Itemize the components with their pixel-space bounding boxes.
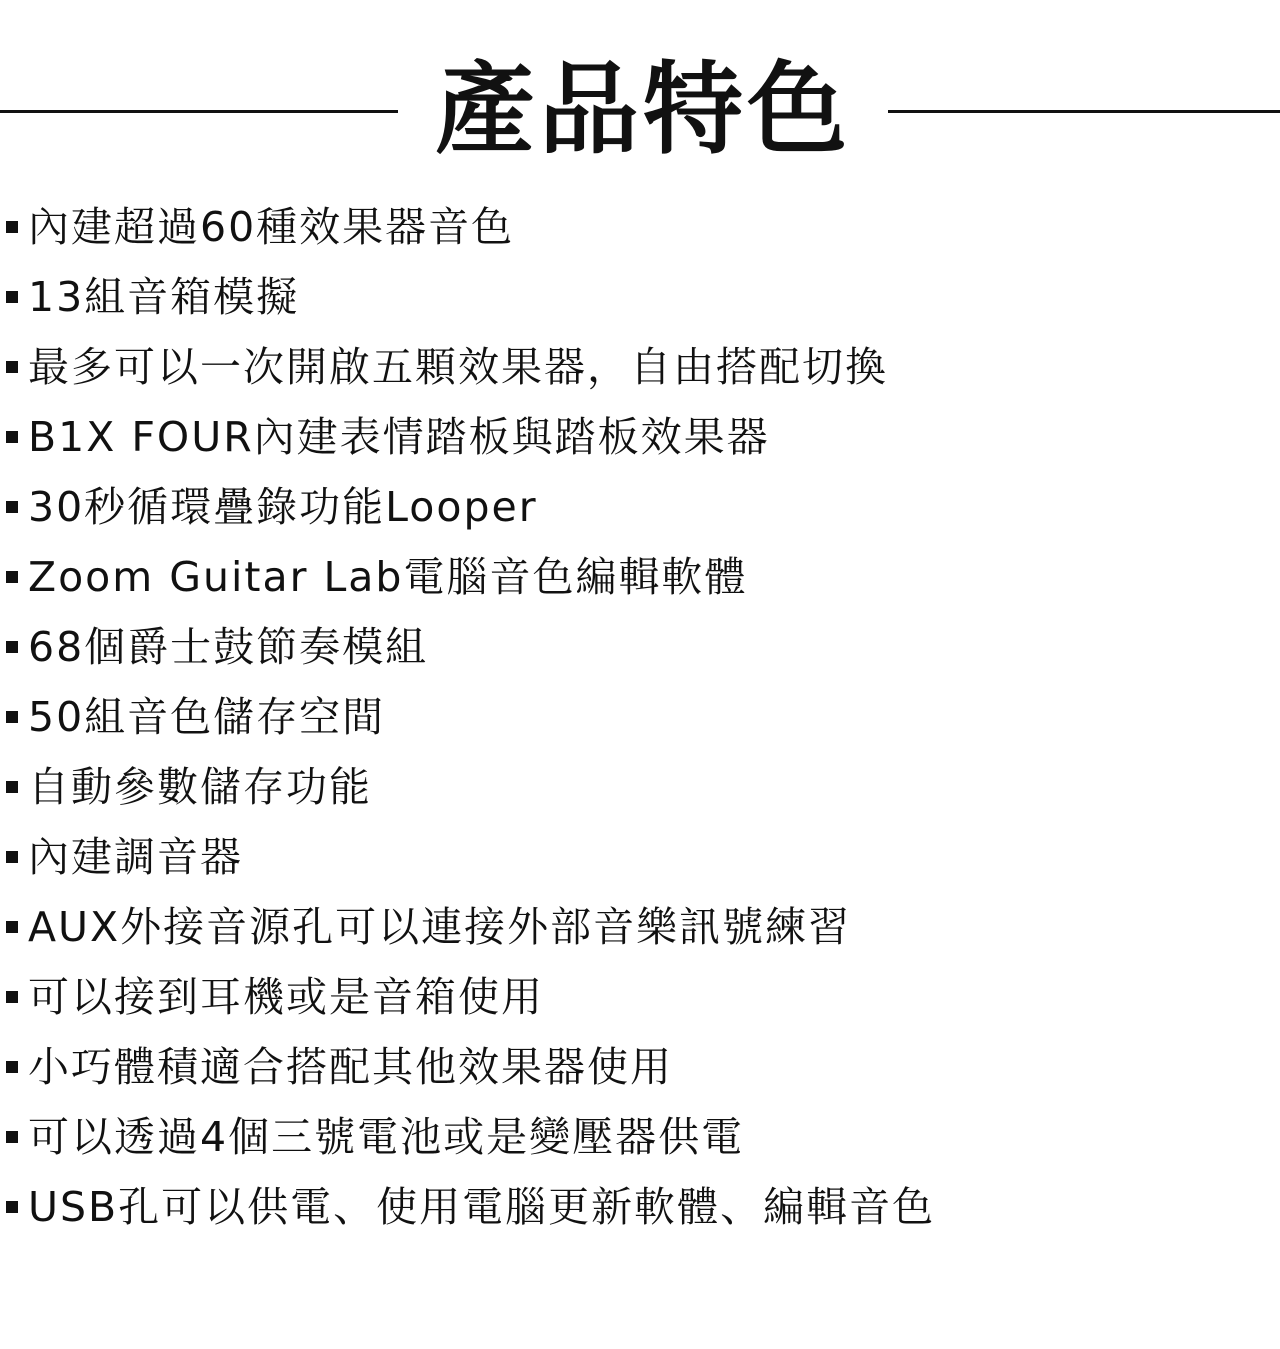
square-bullet-icon bbox=[6, 711, 18, 723]
feature-text: 可以接到耳機或是音箱使用 bbox=[28, 973, 544, 1021]
feature-text: 內建調音器 bbox=[28, 833, 243, 881]
feature-list bbox=[0, 192, 1280, 1242]
feature-text: 最多可以一次開啟五顆效果器，自由搭配切換 bbox=[28, 343, 888, 391]
feature-text: 內建超過60種效果器音色 bbox=[28, 203, 515, 251]
list-item bbox=[0, 1172, 1280, 1242]
list-item bbox=[0, 332, 1280, 402]
square-bullet-icon bbox=[6, 221, 18, 233]
feature-text: USB孔可以供電、使用電腦更新軟體、編輯音色 bbox=[28, 1183, 936, 1231]
square-bullet-icon bbox=[6, 991, 18, 1003]
feature-text: 30秒循環疊錄功能Looper bbox=[28, 483, 538, 531]
feature-text: 13組音箱模擬 bbox=[28, 273, 300, 321]
list-item bbox=[0, 192, 1280, 262]
list-item bbox=[0, 1032, 1280, 1102]
feature-text: AUX外接音源孔可以連接外部音樂訊號練習 bbox=[28, 903, 852, 951]
square-bullet-icon bbox=[6, 1131, 18, 1143]
feature-text: 小巧體積適合搭配其他效果器使用 bbox=[28, 1043, 673, 1091]
list-item bbox=[0, 682, 1280, 752]
feature-text: 自動參數儲存功能 bbox=[28, 763, 372, 811]
square-bullet-icon bbox=[6, 571, 18, 583]
list-item bbox=[0, 1102, 1280, 1172]
square-bullet-icon bbox=[6, 431, 18, 443]
square-bullet-icon bbox=[6, 1201, 18, 1213]
heading-divider-right bbox=[888, 110, 1280, 113]
square-bullet-icon bbox=[6, 361, 18, 373]
square-bullet-icon bbox=[6, 781, 18, 793]
square-bullet-icon bbox=[6, 1061, 18, 1073]
list-item bbox=[0, 752, 1280, 822]
list-item bbox=[0, 402, 1280, 472]
list-item bbox=[0, 262, 1280, 332]
square-bullet-icon bbox=[6, 501, 18, 513]
square-bullet-icon bbox=[6, 291, 18, 303]
list-item bbox=[0, 822, 1280, 892]
square-bullet-icon bbox=[6, 641, 18, 653]
list-item bbox=[0, 542, 1280, 612]
feature-text: 可以透過4個三號電池或是變壓器供電 bbox=[28, 1113, 745, 1161]
feature-text: 50組音色儲存空間 bbox=[28, 693, 386, 741]
square-bullet-icon bbox=[6, 921, 18, 933]
section-header bbox=[0, 40, 1280, 180]
list-item bbox=[0, 612, 1280, 682]
heading-divider-left bbox=[0, 110, 398, 113]
feature-text: B1X FOUR內建表情踏板與踏板效果器 bbox=[28, 413, 770, 461]
page-title: 產品特色 bbox=[435, 51, 851, 168]
list-item bbox=[0, 962, 1280, 1032]
feature-text: Zoom Guitar Lab電腦音色編輯軟體 bbox=[28, 553, 748, 601]
square-bullet-icon bbox=[6, 851, 18, 863]
feature-text: 68個爵士鼓節奏模組 bbox=[28, 623, 429, 671]
list-item bbox=[0, 472, 1280, 542]
list-item bbox=[0, 892, 1280, 962]
